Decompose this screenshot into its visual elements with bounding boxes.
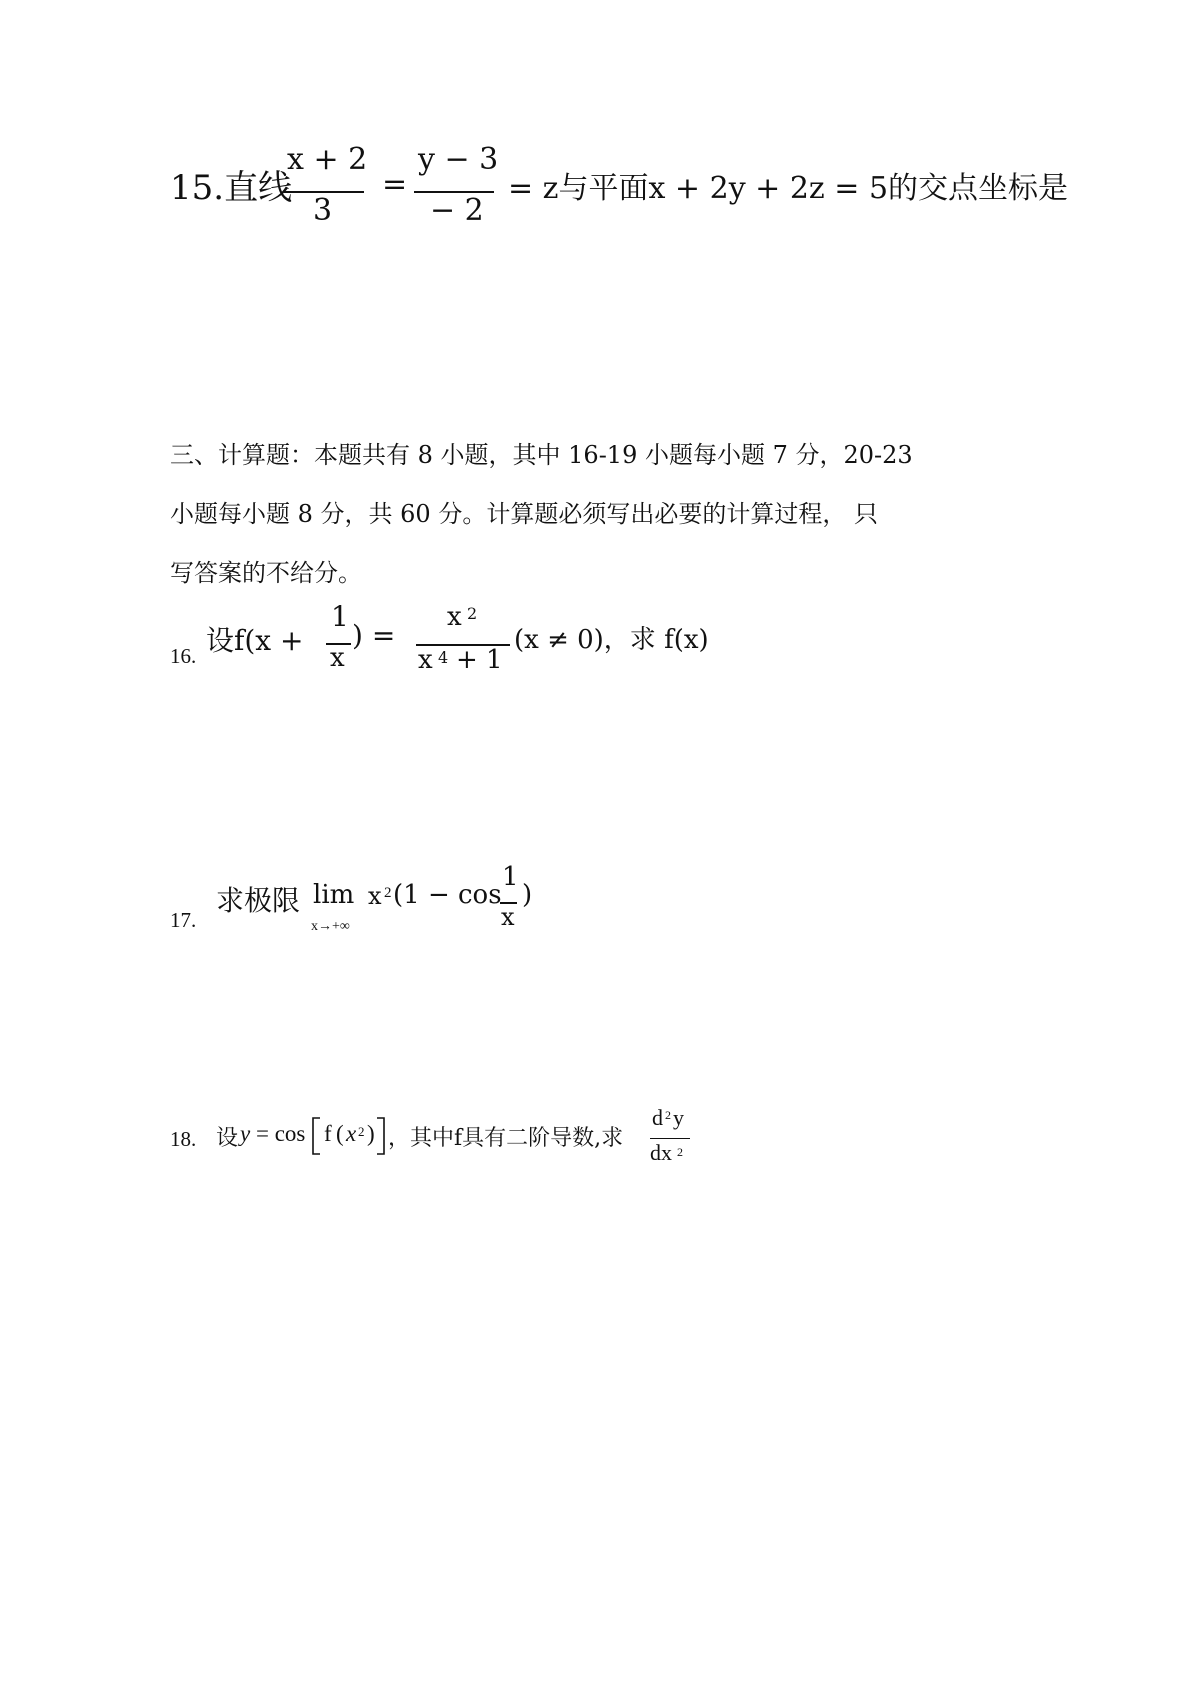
q17-lead: 求极限	[216, 884, 301, 917]
q17-expr-exponent: 2	[384, 885, 392, 901]
q17-number: 17.	[170, 908, 197, 932]
q18-inner-f: f	[324, 1121, 332, 1146]
q15-frac2-numerator: y − 3	[418, 142, 499, 177]
q17-lim-subscript: x→+∞	[311, 919, 350, 934]
q17-frac-denominator: x	[501, 903, 515, 931]
q15-prefix: 15.直线	[170, 168, 293, 208]
q16-frac2-den-exponent: 4	[438, 648, 449, 667]
q18-inner-close: )	[367, 1121, 375, 1146]
section-3-line-1: 三、计算题：本题共有 8 小题，其中 16-19 小题每小题 7 分，20-23	[170, 441, 913, 469]
q18-tail: ，其中f具有二阶导数,求	[388, 1126, 624, 1151]
q16-frac2-num-exponent: 2	[467, 604, 478, 623]
q18-derivative-num-y: y	[673, 1105, 684, 1130]
q16-frac1-numerator: 1	[331, 600, 349, 633]
q15-frac1-numerator: x + 2	[287, 142, 368, 177]
q18-derivative-num-exponent: 2	[665, 1108, 671, 1122]
q18-equals-cos: = cos	[256, 1121, 306, 1146]
q18-inner-variable: x	[346, 1121, 357, 1146]
section-3-line-2: 小题每小题 8 分，共 60 分。计算题必须写出必要的计算过程， 只	[170, 500, 878, 528]
q16-frac2-den-base: x	[418, 645, 433, 675]
q17-lim: lim	[313, 880, 355, 910]
q15-frac2-denominator: − 2	[430, 193, 484, 228]
q17-close: )	[522, 880, 533, 910]
q18-y-variable: y	[240, 1121, 251, 1146]
q18-derivative-den-dx: dx	[650, 1140, 672, 1165]
q16-frac2-den-tail: + 1	[456, 645, 503, 675]
q16-close-equals: ) =	[352, 619, 396, 652]
q18-lead: 设	[216, 1126, 239, 1151]
q18-derivative-num-d: d	[652, 1105, 663, 1130]
q17-frac-numerator: 1	[502, 862, 519, 892]
q16-tail: (x ≠ 0)，求 f(x)	[514, 625, 709, 655]
q17-expr-rest: (1 − cos	[393, 880, 502, 910]
q16-frac1-denominator: x	[330, 643, 345, 673]
q15-equals: =	[382, 167, 408, 202]
q15-frac1-denominator: 3	[313, 193, 333, 228]
q18-right-bracket	[374, 1117, 387, 1155]
q15-tail: = z与平面x + 2y + 2z = 5的交点坐标是	[508, 171, 1069, 206]
q18-number: 18.	[170, 1127, 197, 1151]
q18-inner-open: (	[336, 1121, 344, 1146]
q17-expr-base: x	[368, 882, 382, 910]
q18-inner-exponent: 2	[358, 1124, 365, 1139]
q16-lead: 设f(x +	[206, 624, 304, 657]
q18-derivative-bar	[650, 1138, 690, 1139]
q16-number: 16.	[170, 644, 197, 668]
section-3-line-3: 写答案的不给分。	[170, 559, 362, 587]
q18-derivative-den-exponent: 2	[677, 1145, 683, 1159]
q18-left-bracket	[310, 1117, 323, 1155]
q16-frac2-num-base: x	[447, 602, 462, 632]
